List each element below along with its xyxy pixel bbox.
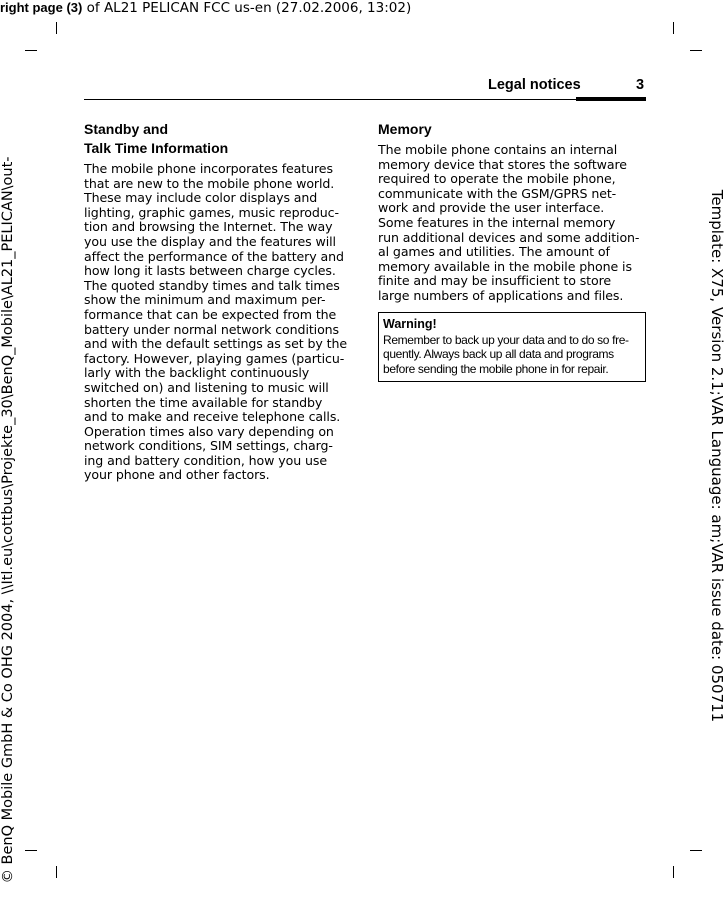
text-line: ing and battery condition, how you use (84, 452, 328, 468)
crop-mark (690, 850, 702, 851)
crop-mark (673, 22, 674, 34)
warning-box (378, 312, 646, 383)
slug-page-label: right page (3) (0, 0, 83, 15)
standby-paragraph (84, 162, 354, 483)
crop-mark (56, 866, 57, 878)
text-line: that are new to the mobile phone world. (84, 175, 335, 191)
copyright-path-vertical: © BenQ Mobile GmbH & Co OHG 2004, \\Itl.eu\cottbus\Projekte_30\BenQ_Mobile\AL21_PELICAN\out- (0, 156, 16, 884)
template-info-vertical: Template: X75, Version 2.1;VAR Language: am;VAR issue date: 050711 (708, 189, 726, 723)
text-line: run additional devices and some addition- (378, 229, 640, 245)
warning-text (383, 333, 641, 377)
crop-mark (25, 50, 37, 51)
left-column (84, 120, 354, 483)
heading-line: Standby and (84, 121, 169, 137)
text-line: memory available in the mobile phone is (378, 258, 632, 274)
text-line: Operation times also vary depending on (84, 423, 334, 439)
memory-heading: Memory (378, 121, 432, 137)
text-line: before sending the mobile phone in for repair. (383, 361, 609, 376)
text-line: required to operate the mobile phone, (378, 171, 616, 187)
text-line: you use the display and the features will (84, 233, 336, 249)
text-line: affect the performance of the battery and (84, 248, 344, 264)
text-line: quently. Always back up all data and programs (383, 347, 614, 362)
heading-line: Talk Time Information (84, 140, 229, 156)
text-line: how long it lasts between charge cycles. (84, 263, 336, 279)
text-line: show the minimum and maximum per- (84, 292, 326, 308)
text-line: network conditions, SIM settings, charg- (84, 438, 333, 454)
text-line: and with the default settings as set by the (84, 336, 347, 352)
memory-paragraph (378, 143, 646, 304)
text-line: formance that can be expected from the (84, 306, 337, 322)
text-line: The mobile phone contains an internal (378, 142, 618, 157)
crop-mark (673, 866, 674, 878)
text-line: factory. However, playing games (particu- (84, 350, 345, 366)
text-line: lighting, graphic games, music reproduc- (84, 204, 339, 220)
text-line: your phone and other factors. (84, 467, 270, 483)
text-line: large numbers of applications and files. (378, 287, 624, 303)
text-line: larly with the backlight continuously (84, 365, 310, 381)
text-line: The mobile phone incorporates features (84, 161, 333, 176)
standby-heading (84, 120, 354, 158)
header-rule (84, 99, 576, 100)
text-line: work and provide the user interface. (378, 200, 605, 216)
print-slug (0, 0, 411, 16)
crop-mark (690, 50, 702, 51)
text-line: shorten the time available for standby (84, 394, 323, 410)
text-line: tion and browsing the Internet. The way (84, 219, 333, 235)
text-line: Some features in the internal memory (378, 214, 616, 230)
text-line: and to make and receive telephone calls. (84, 409, 341, 425)
text-line: finite and may be insufficient to store (378, 273, 612, 289)
page-number: 3 (636, 77, 645, 93)
text-line: battery under normal network conditions (84, 321, 340, 337)
crop-mark (56, 22, 57, 34)
text-line: communicate with the GSM/GPRS net- (378, 185, 617, 201)
text-line: al games and utilities. The amount of (378, 244, 610, 260)
text-line: memory device that stores the software (378, 156, 627, 172)
running-header-title: Legal notices (488, 77, 581, 93)
text-line: These may include color displays and (84, 190, 318, 206)
text-line: The quoted standby times and talk times (84, 277, 340, 293)
header-rule-accent (576, 97, 646, 101)
slug-file-info: of AL21 PELICAN FCC us-en (27.02.2006, 13:02) (82, 0, 412, 16)
crop-mark (25, 850, 37, 851)
text-line: Remember to back up your data and to do so fre- (383, 332, 629, 347)
warning-title: Warning! (383, 316, 437, 331)
right-column (378, 120, 646, 382)
text-line: switched on) and listening to music will (84, 379, 329, 395)
